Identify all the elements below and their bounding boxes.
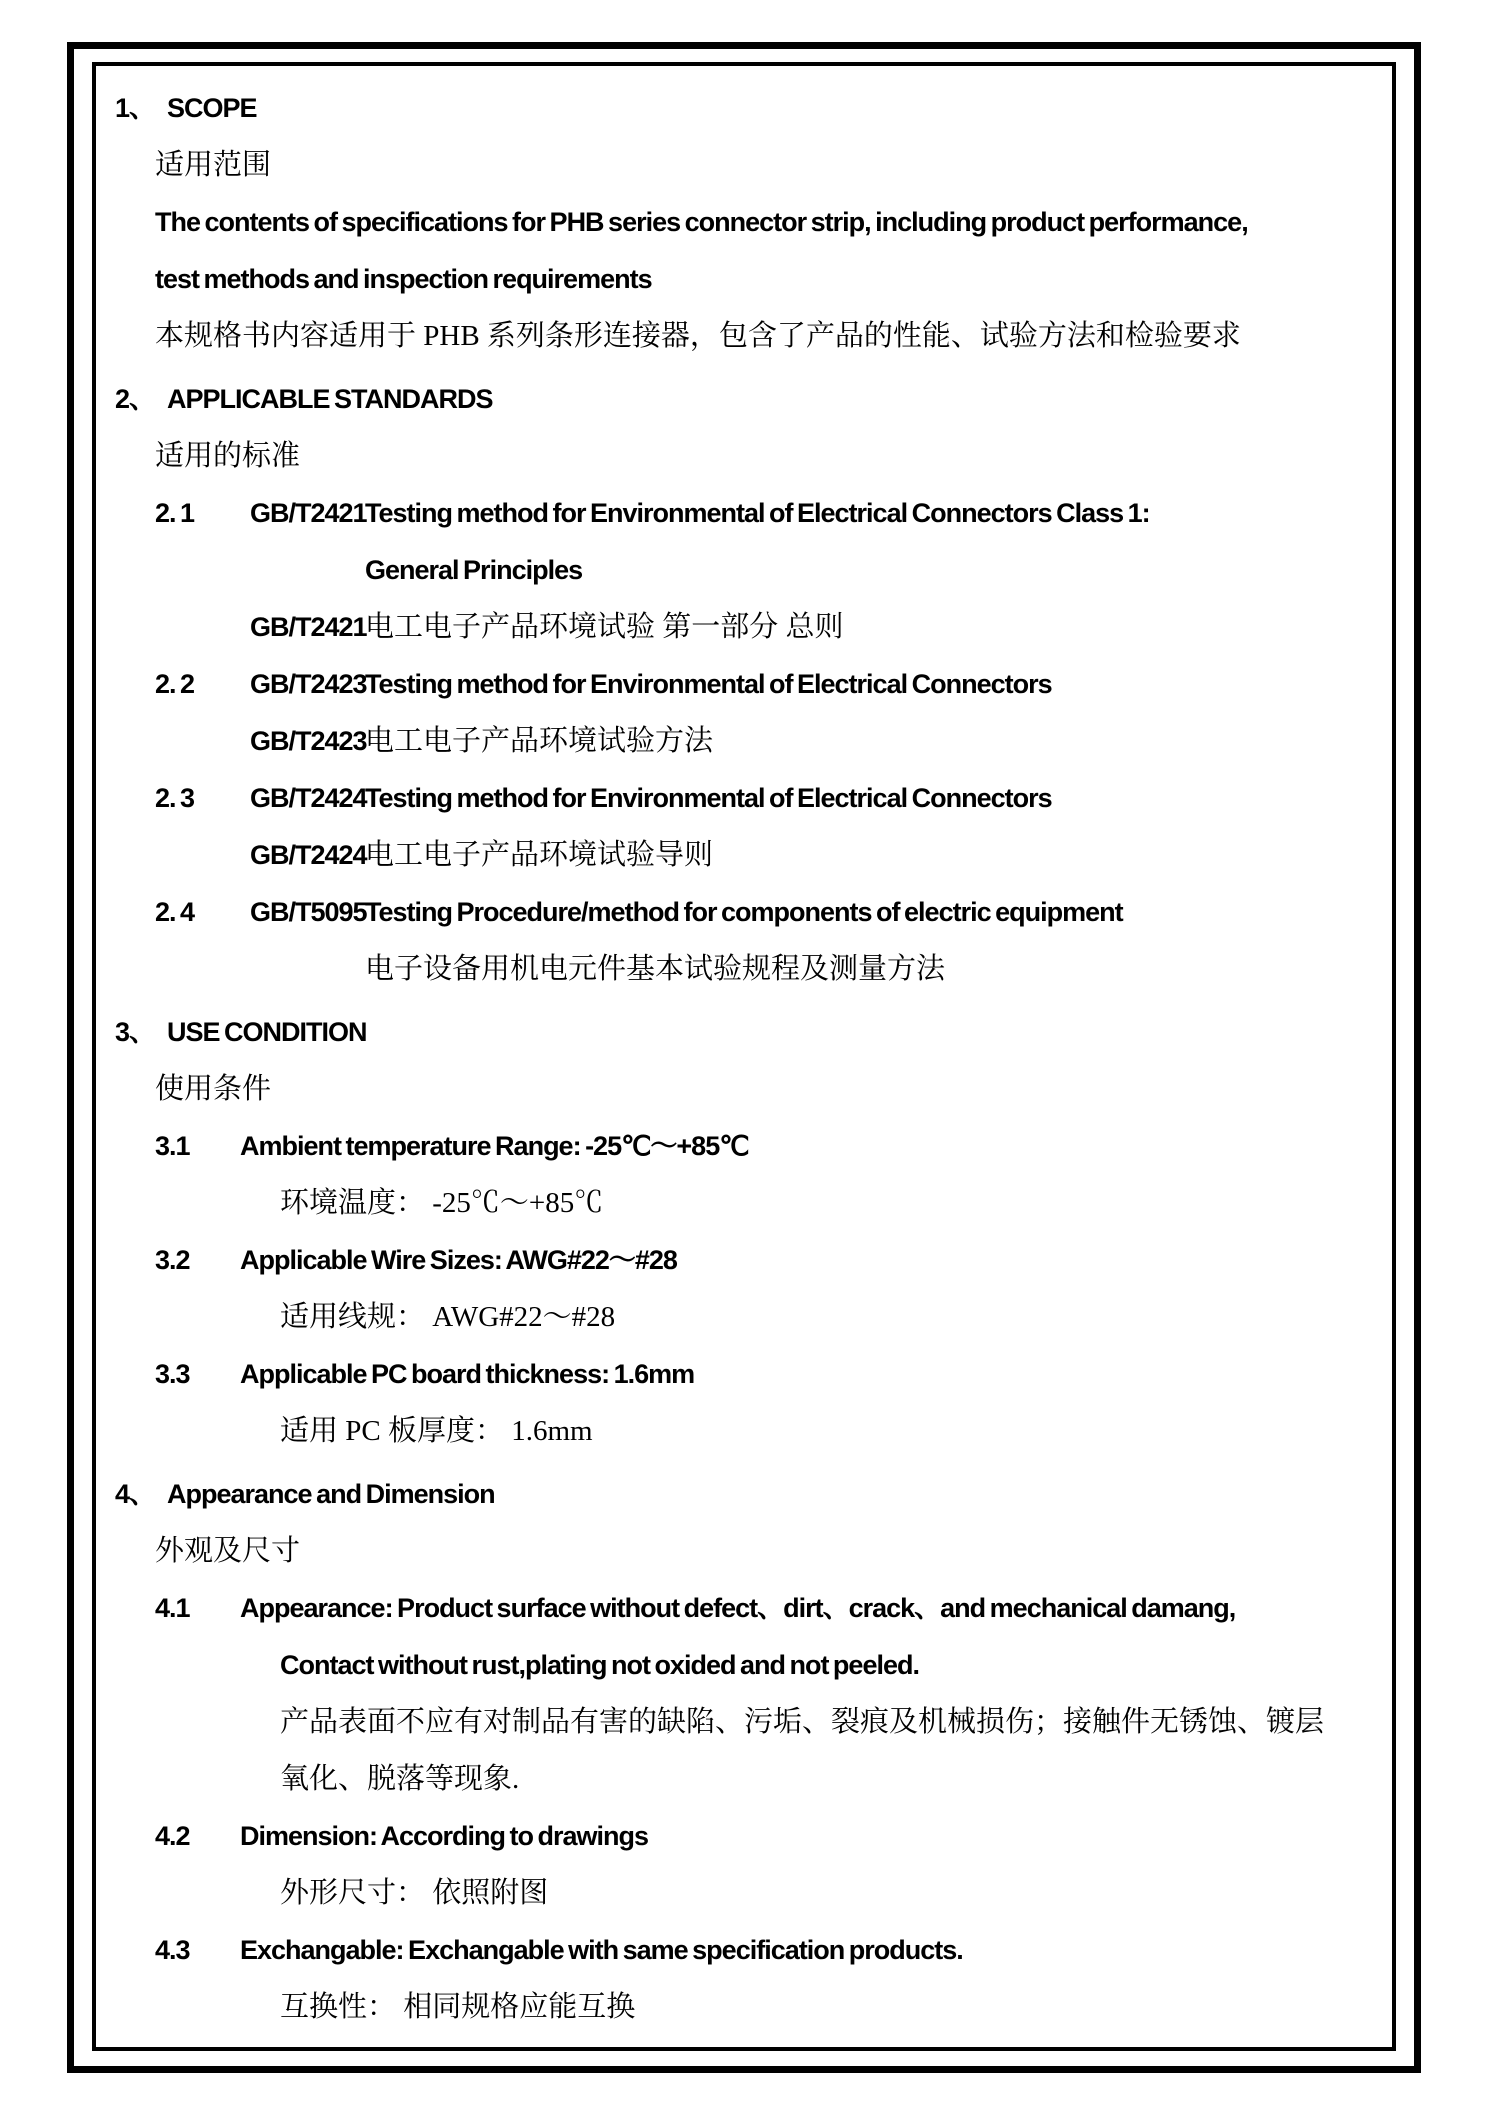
item-text-en: Exchangable: Exchangable with same specification products. — [240, 1935, 963, 1965]
appearance-item — [115, 1808, 1382, 1865]
section-heading — [115, 371, 1382, 428]
standard-number: 2. 3 — [155, 783, 195, 813]
standard-text: Testing method for Environmental of Electrical Connectors — [365, 669, 1052, 699]
standard-text: Testing method for Environmental of Electrical Connectors Class 1: — [365, 498, 1150, 528]
standard-row — [115, 599, 1382, 656]
appearance-item — [115, 1580, 1382, 1637]
standard-number: 2. 1 — [155, 498, 195, 528]
section-heading — [115, 1466, 1382, 1523]
section-appearance-dimension — [115, 1466, 1382, 2036]
item-text-cn: 适用线规： AWG#22～#28 — [280, 1301, 616, 1333]
standard-row — [115, 770, 1382, 827]
item-text-cn: 互换性： 相同规格应能互换 — [280, 1991, 636, 2023]
paragraph: test methods and inspection requirements — [155, 264, 652, 294]
standard-number — [155, 827, 250, 884]
standard-code: GB/T2423 — [250, 669, 367, 699]
document-content — [96, 66, 1392, 2047]
item-number: 4.1 — [155, 1593, 190, 1623]
section-title: SCOPE — [167, 93, 257, 123]
standard-row — [115, 884, 1382, 941]
standard-number — [155, 941, 250, 998]
item-number: 3.1 — [155, 1131, 190, 1161]
section-heading — [115, 80, 1382, 137]
item-text-en: Dimension: According to drawings — [240, 1821, 649, 1851]
standard-row — [115, 827, 1382, 884]
standard-text: 电子设备用机电元件基本试验规程及测量方法 — [365, 953, 946, 985]
standard-number — [155, 599, 250, 656]
condition-item — [115, 1346, 1382, 1403]
standard-code: GB/T2424 — [250, 840, 367, 870]
condition-item — [115, 1232, 1382, 1289]
item-number: 3.3 — [155, 1359, 190, 1389]
standard-text: 电工电子产品环境试验导则 — [365, 839, 714, 871]
section-title: Appearance and Dimension — [167, 1479, 495, 1509]
standard-code: GB/T5095 — [250, 897, 367, 927]
standard-text: 电工电子产品环境试验方法 — [365, 725, 714, 757]
item-number: 4.2 — [155, 1821, 190, 1851]
section-scope — [115, 80, 1382, 365]
section-title: USE CONDITION — [167, 1017, 367, 1047]
inner-border-frame — [92, 62, 1396, 2051]
item-text-cn: 氧化、脱落等现象. — [280, 1763, 520, 1795]
standard-code: GB/T2421 — [250, 498, 367, 528]
item-text-en: Ambient temperature Range: -25℃～+85℃ — [240, 1131, 749, 1161]
item-text-cn: 环境温度： -25℃～+85℃ — [280, 1187, 604, 1219]
section-heading — [115, 1004, 1382, 1061]
section-number: 1、 — [115, 93, 156, 123]
standard-row — [115, 542, 1382, 599]
standard-text: Testing Procedure/method for components of electric equipment — [365, 897, 1123, 927]
item-number: 4.3 — [155, 1935, 190, 1965]
item-text-en: Applicable Wire Sizes: AWG#22～#28 — [240, 1245, 677, 1275]
item-text-cn: 产品表面不应有对制品有害的缺陷、污垢、裂痕及机械损伤；接触件无锈蚀、镀层 — [280, 1706, 1325, 1738]
standard-row — [115, 485, 1382, 542]
section-number: 3、 — [115, 1017, 156, 1047]
section-number: 2、 — [115, 384, 156, 414]
item-text-en: Appearance: Product surface without defect、dirt、crack、and mechanical damang, — [240, 1593, 1236, 1623]
section-subtitle-cn: 适用范围 — [155, 149, 272, 181]
item-text-cn: 适用 PC 板厚度： 1.6mm — [280, 1415, 593, 1447]
standard-row — [115, 941, 1382, 998]
standard-number: 2. 4 — [155, 897, 195, 927]
condition-item — [115, 1118, 1382, 1175]
section-number: 4、 — [115, 1479, 156, 1509]
item-text-en: Applicable PC board thickness: 1.6mm — [240, 1359, 695, 1389]
item-text-en: Contact without rust,plating not oxided and not peeled. — [280, 1650, 919, 1680]
section-subtitle-cn: 使用条件 — [155, 1073, 272, 1105]
standard-code: GB/T2423 — [250, 726, 367, 756]
standard-number: 2. 2 — [155, 669, 195, 699]
standard-text: General Principles — [365, 555, 583, 585]
outer-border-frame — [67, 42, 1421, 2073]
standard-text: 电工电子产品环境试验 第一部分 总则 — [365, 611, 844, 643]
item-number: 3.2 — [155, 1245, 190, 1275]
standard-code: GB/T2421 — [250, 612, 367, 642]
standard-row — [115, 656, 1382, 713]
standard-code — [250, 542, 365, 599]
item-text-cn: 外形尺寸： 依照附图 — [280, 1877, 549, 1909]
appearance-item — [115, 1922, 1382, 1979]
paragraph: The contents of specifications for PHB series connector strip, including product performance, — [155, 207, 1248, 237]
section-subtitle-cn: 外观及尺寸 — [155, 1535, 301, 1567]
paragraph: 本规格书内容适用于 PHB 系列条形连接器，包含了产品的性能、试验方法和检验要求 — [155, 320, 1241, 352]
standard-code — [250, 941, 365, 998]
standard-number — [155, 713, 250, 770]
standard-row — [115, 713, 1382, 770]
section-use-condition — [115, 1004, 1382, 1460]
section-title: APPLICABLE STANDARDS — [167, 384, 493, 414]
standard-code: GB/T2424 — [250, 783, 367, 813]
standard-number — [155, 542, 250, 599]
standard-text: Testing method for Environmental of Electrical Connectors — [365, 783, 1052, 813]
section-applicable-standards — [115, 371, 1382, 998]
section-subtitle-cn: 适用的标准 — [155, 440, 301, 472]
